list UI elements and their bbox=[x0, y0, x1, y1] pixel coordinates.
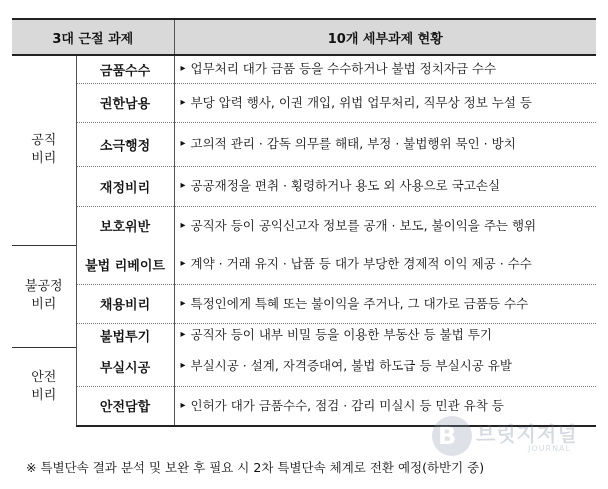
subtask-description-cell bbox=[174, 245, 596, 284]
table-row bbox=[12, 284, 596, 323]
subtask-description: 인허가 대가 금품수수, 점검 · 감리 미실시 등 민관 유착 등 bbox=[190, 397, 504, 413]
table-row bbox=[12, 323, 596, 347]
subtask-name: 보호위반 bbox=[76, 206, 174, 245]
subtask-description-cell bbox=[174, 122, 596, 166]
category-label: 비리 bbox=[31, 297, 57, 312]
subtask-name: 재정비리 bbox=[76, 166, 174, 206]
bullet-triangle-icon: ▸ bbox=[180, 63, 186, 75]
subtask-description: 공공재정을 편취 · 횡령하거나 용도 외 사용으로 국고손실 bbox=[190, 178, 501, 193]
subtask-description-cell bbox=[174, 284, 596, 323]
category-cell bbox=[12, 245, 76, 347]
subtask-description: 부실시공 · 설계, 자격증대여, 불법 하도급 등 부실시공 유발 bbox=[190, 358, 512, 374]
subtask-name: 권한남용 bbox=[76, 83, 174, 122]
subtask-description: 부당 압력 행사, 이권 개입, 위법 업무처리, 직무상 정보 누설 등 bbox=[190, 94, 532, 110]
bullet-triangle-icon: ▸ bbox=[180, 258, 186, 270]
subtask-name: 채용비리 bbox=[76, 284, 174, 323]
category-label: 불공정 bbox=[24, 279, 63, 294]
table-row bbox=[12, 166, 596, 206]
category-label: 비리 bbox=[31, 151, 57, 167]
subtask-description-cell bbox=[174, 166, 596, 206]
subtask-description-cell bbox=[174, 323, 596, 347]
subtask-description: 특정인에게 특혜 또는 불이익을 주거나, 그 대가로 금품등 수수 bbox=[190, 295, 529, 311]
subtask-name: 불법 리베이트 bbox=[76, 245, 174, 284]
subtask-description: 고의적 관리 · 감독 의무를 해태, 부정 · 불법행위 묵인 · 방치 bbox=[190, 136, 516, 151]
bullet-triangle-icon: ▸ bbox=[180, 138, 186, 149]
anti-corruption-table-container bbox=[12, 18, 596, 427]
subtask-name: 부실시공 bbox=[76, 347, 174, 386]
header-three-tasks: 3대 근절 과제 bbox=[12, 19, 174, 55]
subtask-description-cell bbox=[174, 206, 596, 245]
bullet-triangle-icon: ▸ bbox=[180, 219, 186, 231]
anti-corruption-table bbox=[12, 18, 596, 427]
subtask-name: 금품수수 bbox=[76, 55, 174, 83]
footnote: ※ 특별단속 결과 분석 및 보완 후 필요 시 2차 특별단속 체계로 전환 예정(하반기 중) bbox=[26, 460, 485, 475]
bullet-triangle-icon: ▸ bbox=[180, 180, 186, 191]
table-row bbox=[12, 55, 596, 83]
table-row bbox=[12, 122, 596, 166]
subtask-name: 안전담합 bbox=[76, 386, 174, 426]
subtask-description-cell bbox=[174, 386, 596, 426]
subtask-description: 계약 · 거래 유지 · 납품 등 대가 부당한 경제적 이익 제공 · 수수 bbox=[190, 256, 532, 272]
category-label: 공직 bbox=[31, 133, 57, 149]
table-body bbox=[12, 55, 596, 426]
table-row bbox=[12, 347, 596, 386]
bullet-triangle-icon: ▸ bbox=[180, 399, 186, 411]
table-row bbox=[12, 386, 596, 426]
subtask-description-cell bbox=[174, 347, 596, 386]
bullet-triangle-icon: ▸ bbox=[180, 96, 186, 108]
bullet-triangle-icon: ▸ bbox=[180, 360, 186, 372]
category-cell bbox=[12, 55, 76, 245]
bullet-triangle-icon: ▸ bbox=[180, 329, 186, 341]
table-row bbox=[12, 245, 596, 284]
table-row bbox=[12, 83, 596, 122]
subtask-name: 소극행정 bbox=[76, 122, 174, 166]
subtask-description: 업무처리 대가 금품 등을 수수하거나 불법 정치자금 수수 bbox=[190, 61, 497, 77]
bullet-triangle-icon: ▸ bbox=[180, 297, 186, 309]
header-ten-subtasks: 10개 세부과제 현황 bbox=[174, 19, 596, 55]
table-row bbox=[12, 206, 596, 245]
subtask-name: 불법투기 bbox=[76, 323, 174, 347]
category-label: 비리 bbox=[31, 387, 57, 403]
watermark-sub: JOURNAL bbox=[528, 444, 571, 453]
watermark-logo-icon: B bbox=[432, 416, 472, 456]
table-header bbox=[12, 19, 596, 55]
subtask-description-cell bbox=[174, 83, 596, 122]
category-cell bbox=[12, 347, 76, 426]
subtask-description: 공직자 등이 내부 비밀 등을 이용한 부동산 등 불법 투기 bbox=[190, 327, 492, 343]
category-label: 안전 bbox=[31, 369, 57, 385]
subtask-description: 공직자 등이 공익신고자 정보를 공개 · 보도, 불이익을 주는 행위 bbox=[190, 217, 537, 233]
watermark-name: 브릿지저널 bbox=[476, 422, 578, 446]
subtask-description-cell bbox=[174, 55, 596, 83]
